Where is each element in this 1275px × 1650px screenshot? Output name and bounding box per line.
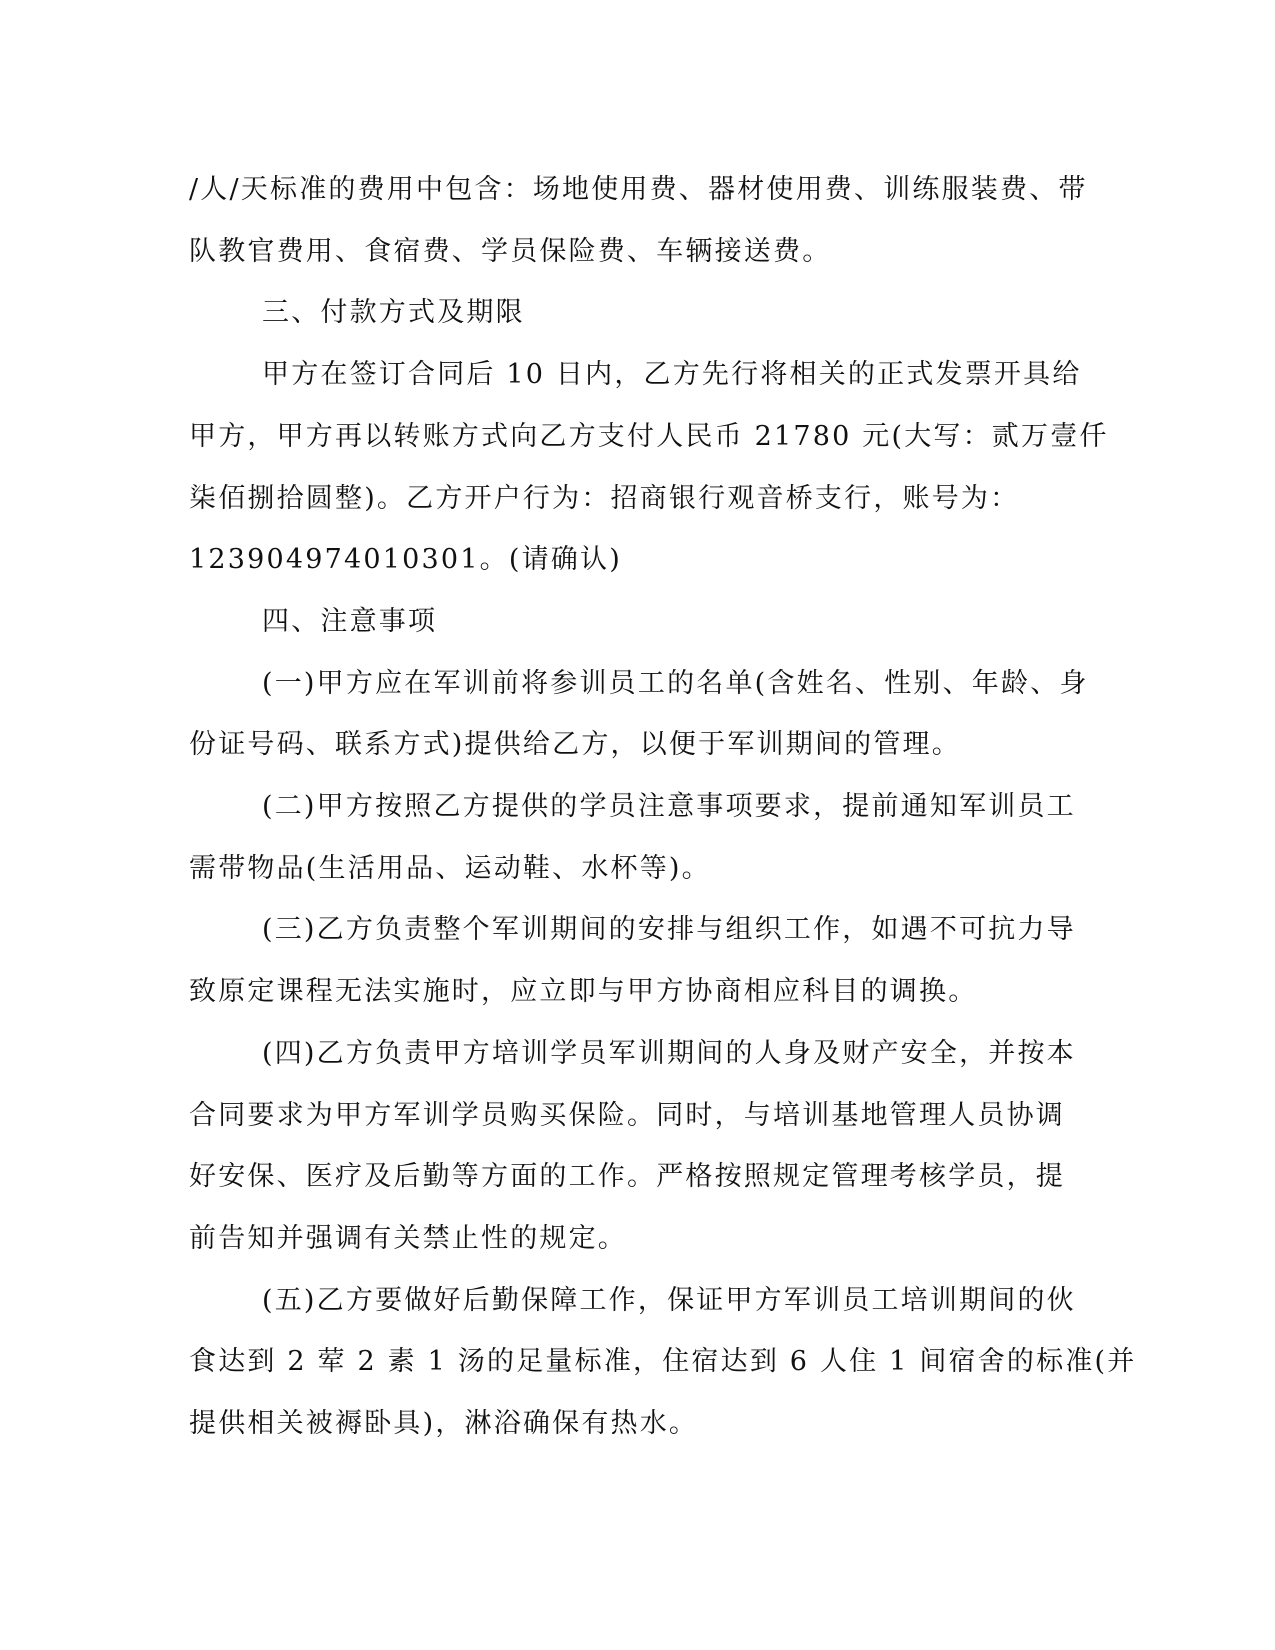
text-line: 甲方，甲方再以转账方式向乙方支付人民币 21780 元(大写：贰万壹仟: [189, 420, 1109, 452]
text-line: (一)甲方应在军训前将参训员工的名单(含姓名、性别、年龄、身: [262, 667, 1089, 699]
account-number-line: 123904974010301。(请确认): [189, 544, 622, 576]
text-line: 致原定课程无法实施时，应立即与甲方协商相应科目的调换。: [189, 976, 978, 1008]
section-heading-notes: 四、注意事项: [262, 605, 438, 637]
text-line: 前告知并强调有关禁止性的规定。: [189, 1222, 627, 1254]
text-line: (五)乙方要做好后勤保障工作，保证甲方军训员工培训期间的伙: [262, 1284, 1076, 1316]
text-line: 柒佰捌拾圆整)。乙方开户行为：招商银行观音桥支行，账号为：: [189, 482, 1020, 514]
text-line: 份证号码、联系方式)提供给乙方，以便于军训期间的管理。: [189, 729, 961, 761]
text-line: 需带物品(生活用品、运动鞋、水杯等)。: [189, 852, 711, 884]
document-body: [189, 159, 1137, 1455]
text-line: 合同要求为甲方军训学员购买保险。同时，与培训基地管理人员协调: [189, 1099, 1065, 1131]
text-line: 提供相关被褥卧具)，淋浴确保有热水。: [189, 1408, 699, 1440]
text-line: /人/天标准的费用中包含：场地使用费、器材使用费、训练服装费、带: [189, 174, 1088, 205]
section-heading-payment: 三、付款方式及期限: [262, 297, 525, 329]
text-line: 食达到 2 荤 2 素 1 汤的足量标准，住宿达到 6 人住 1 间宿舍的标准(并: [189, 1346, 1137, 1378]
text-line: 好安保、医疗及后勤等方面的工作。严格按照规定管理考核学员，提: [189, 1161, 1065, 1193]
text-line: (三)乙方负责整个军训期间的安排与组织工作，如遇不可抗力导: [262, 914, 1076, 946]
text-line: (四)乙方负责甲方培训学员军训期间的人身及财产安全，并按本: [262, 1037, 1076, 1069]
text-line: (二)甲方按照乙方提供的学员注意事项要求，提前通知军训员工: [262, 791, 1076, 823]
text-line: 队教官费用、食宿费、学员保险费、车辆接送费。: [189, 235, 832, 267]
text-line: 甲方在签订合同后 10 日内，乙方先行将相关的正式发票开具给: [262, 359, 1082, 391]
